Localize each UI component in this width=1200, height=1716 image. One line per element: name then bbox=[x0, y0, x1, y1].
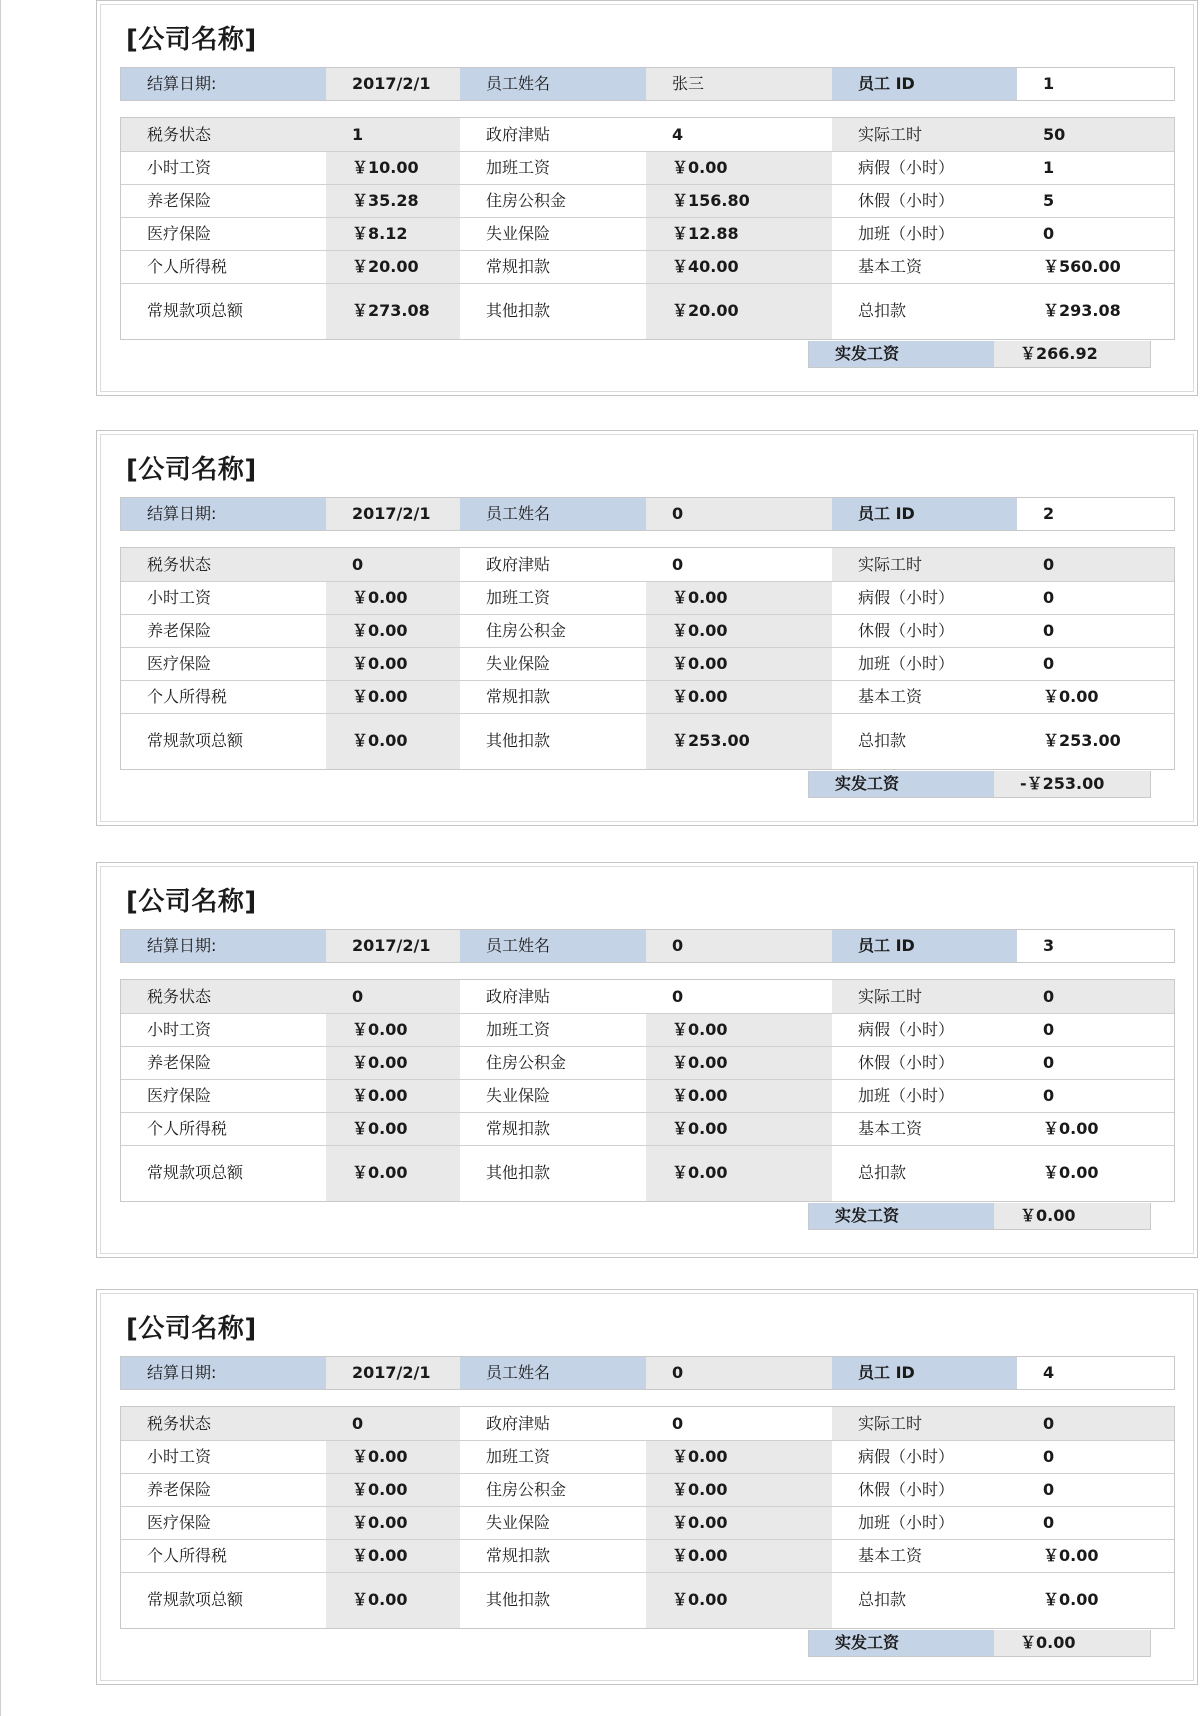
gov-allowance-label: 政府津贴 bbox=[460, 118, 646, 151]
vacation-label: 休假（小时） bbox=[832, 184, 1017, 217]
regular-deduction-label: 常规扣款 bbox=[460, 1112, 646, 1145]
other-deduction-label: 其他扣款 bbox=[460, 713, 646, 769]
employee-name-value: 0 bbox=[646, 930, 832, 962]
row-divider bbox=[121, 1079, 1174, 1080]
row-divider bbox=[121, 1572, 1174, 1573]
medical-value: ￥8.12 bbox=[326, 217, 460, 250]
regular-total-label: 常规款项总额 bbox=[121, 1572, 326, 1628]
vacation-label: 休假（小时） bbox=[832, 614, 1017, 647]
company-name: [公司名称] bbox=[126, 25, 257, 55]
sick-leave-label: 病假（小时） bbox=[832, 581, 1017, 614]
overtime-hours-value: 0 bbox=[1017, 217, 1174, 250]
row-divider bbox=[121, 1473, 1174, 1474]
housing-fund-label: 住房公积金 bbox=[460, 1473, 646, 1506]
actual-hours-value: 50 bbox=[1017, 118, 1174, 151]
housing-fund-label: 住房公积金 bbox=[460, 184, 646, 217]
tax-status-value: 1 bbox=[326, 118, 460, 151]
payslip-header-row bbox=[120, 67, 1175, 101]
overtime-wage-label: 加班工资 bbox=[460, 151, 646, 184]
net-pay-value: ￥0.00 bbox=[994, 1630, 1150, 1656]
row-divider bbox=[121, 217, 1174, 218]
row-divider bbox=[121, 1013, 1174, 1014]
row-divider bbox=[121, 1046, 1174, 1047]
overtime-hours-value: 0 bbox=[1017, 1506, 1174, 1539]
income-tax-label: 个人所得税 bbox=[121, 680, 326, 713]
other-deduction-value: ￥253.00 bbox=[646, 713, 832, 769]
net-pay-row bbox=[808, 771, 1151, 798]
overtime-hours-value: 0 bbox=[1017, 647, 1174, 680]
overtime-hours-value: 0 bbox=[1017, 1079, 1174, 1112]
net-pay-value: -￥253.00 bbox=[994, 771, 1150, 797]
settle-date-value: 2017/2/1 bbox=[326, 68, 460, 100]
base-salary-value: ￥560.00 bbox=[1017, 250, 1174, 283]
base-salary-label: 基本工资 bbox=[832, 1112, 1017, 1145]
pension-value: ￥0.00 bbox=[326, 614, 460, 647]
total-deduction-value: ￥293.08 bbox=[1017, 283, 1174, 339]
company-name: [公司名称] bbox=[126, 887, 257, 917]
other-deduction-label: 其他扣款 bbox=[460, 1145, 646, 1201]
hourly-wage-value: ￥0.00 bbox=[326, 1440, 460, 1473]
payslip-card bbox=[96, 862, 1198, 1258]
income-tax-label: 个人所得税 bbox=[121, 250, 326, 283]
pension-label: 养老保险 bbox=[121, 1046, 326, 1079]
hourly-wage-label: 小时工资 bbox=[121, 1013, 326, 1046]
regular-total-value: ￥0.00 bbox=[326, 713, 460, 769]
income-tax-value: ￥20.00 bbox=[326, 250, 460, 283]
unemployment-value: ￥0.00 bbox=[646, 1506, 832, 1539]
hourly-wage-value: ￥10.00 bbox=[326, 151, 460, 184]
overtime-wage-label: 加班工资 bbox=[460, 1440, 646, 1473]
net-pay-value: ￥0.00 bbox=[994, 1203, 1150, 1229]
base-salary-value: ￥0.00 bbox=[1017, 680, 1174, 713]
total-deduction-value: ￥253.00 bbox=[1017, 713, 1174, 769]
employee-name-value: 0 bbox=[646, 1357, 832, 1389]
employee-id-value: 1 bbox=[1017, 68, 1174, 100]
gov-allowance-label: 政府津贴 bbox=[460, 548, 646, 581]
pension-label: 养老保险 bbox=[121, 1473, 326, 1506]
actual-hours-label: 实际工时 bbox=[832, 980, 1017, 1013]
other-deduction-value: ￥20.00 bbox=[646, 283, 832, 339]
tax-status-label: 税务状态 bbox=[121, 980, 326, 1013]
regular-deduction-value: ￥40.00 bbox=[646, 250, 832, 283]
row-divider bbox=[121, 713, 1174, 714]
medical-value: ￥0.00 bbox=[326, 1506, 460, 1539]
gov-allowance-value: 0 bbox=[646, 548, 832, 581]
regular-deduction-label: 常规扣款 bbox=[460, 250, 646, 283]
hourly-wage-label: 小时工资 bbox=[121, 581, 326, 614]
total-deduction-label: 总扣款 bbox=[832, 1572, 1017, 1628]
base-salary-label: 基本工资 bbox=[832, 1539, 1017, 1572]
net-pay-row bbox=[808, 341, 1151, 368]
unemployment-label: 失业保险 bbox=[460, 647, 646, 680]
base-salary-label: 基本工资 bbox=[832, 680, 1017, 713]
regular-deduction-label: 常规扣款 bbox=[460, 680, 646, 713]
total-deduction-value: ￥0.00 bbox=[1017, 1145, 1174, 1201]
tax-status-label: 税务状态 bbox=[121, 548, 326, 581]
employee-id-label: 员工 ID bbox=[832, 498, 1017, 530]
regular-deduction-label: 常规扣款 bbox=[460, 1539, 646, 1572]
employee-id-value: 3 bbox=[1017, 930, 1174, 962]
vacation-label: 休假（小时） bbox=[832, 1473, 1017, 1506]
total-deduction-value: ￥0.00 bbox=[1017, 1572, 1174, 1628]
company-name: [公司名称] bbox=[126, 455, 257, 485]
employee-id-label: 员工 ID bbox=[832, 1357, 1017, 1389]
regular-total-value: ￥273.08 bbox=[326, 283, 460, 339]
settle-date-value: 2017/2/1 bbox=[326, 930, 460, 962]
housing-fund-value: ￥0.00 bbox=[646, 614, 832, 647]
row-divider bbox=[121, 1506, 1174, 1507]
medical-label: 医疗保险 bbox=[121, 1079, 326, 1112]
total-deduction-label: 总扣款 bbox=[832, 1145, 1017, 1201]
hourly-wage-value: ￥0.00 bbox=[326, 1013, 460, 1046]
employee-name-label: 员工姓名 bbox=[460, 1357, 646, 1389]
net-pay-row bbox=[808, 1203, 1151, 1230]
actual-hours-value: 0 bbox=[1017, 1407, 1174, 1440]
regular-deduction-value: ￥0.00 bbox=[646, 1112, 832, 1145]
sick-leave-value: 1 bbox=[1017, 151, 1174, 184]
unemployment-label: 失业保险 bbox=[460, 1506, 646, 1539]
tax-status-value: 0 bbox=[326, 548, 460, 581]
regular-total-label: 常规款项总额 bbox=[121, 1145, 326, 1201]
row-divider bbox=[121, 614, 1174, 615]
pension-label: 养老保险 bbox=[121, 614, 326, 647]
payslip-card bbox=[96, 430, 1198, 826]
income-tax-value: ￥0.00 bbox=[326, 1112, 460, 1145]
row-divider bbox=[121, 283, 1174, 284]
payslip-detail-table bbox=[120, 547, 1175, 770]
row-divider bbox=[121, 1539, 1174, 1540]
employee-id-value: 2 bbox=[1017, 498, 1174, 530]
overtime-wage-value: ￥0.00 bbox=[646, 151, 832, 184]
overtime-hours-label: 加班（小时） bbox=[832, 1079, 1017, 1112]
net-pay-row bbox=[808, 1630, 1151, 1657]
tax-status-label: 税务状态 bbox=[121, 118, 326, 151]
overtime-wage-value: ￥0.00 bbox=[646, 1440, 832, 1473]
employee-name-value: 0 bbox=[646, 498, 832, 530]
employee-id-label: 员工 ID bbox=[832, 930, 1017, 962]
tax-status-label: 税务状态 bbox=[121, 1407, 326, 1440]
net-pay-value: ￥266.92 bbox=[994, 341, 1150, 367]
income-tax-label: 个人所得税 bbox=[121, 1112, 326, 1145]
employee-name-label: 员工姓名 bbox=[460, 930, 646, 962]
employee-name-label: 员工姓名 bbox=[460, 68, 646, 100]
overtime-wage-value: ￥0.00 bbox=[646, 581, 832, 614]
vacation-value: 0 bbox=[1017, 1046, 1174, 1079]
hourly-wage-label: 小时工资 bbox=[121, 151, 326, 184]
overtime-wage-label: 加班工资 bbox=[460, 581, 646, 614]
sick-leave-value: 0 bbox=[1017, 581, 1174, 614]
payslip-card bbox=[96, 0, 1198, 396]
medical-value: ￥0.00 bbox=[326, 647, 460, 680]
hourly-wage-value: ￥0.00 bbox=[326, 581, 460, 614]
row-divider bbox=[121, 1112, 1174, 1113]
payslip-detail-table bbox=[120, 979, 1175, 1202]
pension-value: ￥0.00 bbox=[326, 1473, 460, 1506]
actual-hours-value: 0 bbox=[1017, 980, 1174, 1013]
vacation-label: 休假（小时） bbox=[832, 1046, 1017, 1079]
settle-date-value: 2017/2/1 bbox=[326, 498, 460, 530]
other-deduction-label: 其他扣款 bbox=[460, 1572, 646, 1628]
company-name: [公司名称] bbox=[126, 1314, 257, 1344]
total-deduction-label: 总扣款 bbox=[832, 283, 1017, 339]
pension-label: 养老保险 bbox=[121, 184, 326, 217]
regular-total-label: 常规款项总额 bbox=[121, 713, 326, 769]
net-pay-label: 实发工资 bbox=[809, 1630, 994, 1656]
unemployment-value: ￥0.00 bbox=[646, 647, 832, 680]
sick-leave-value: 0 bbox=[1017, 1013, 1174, 1046]
regular-total-value: ￥0.00 bbox=[326, 1145, 460, 1201]
settle-date-label: 结算日期: bbox=[121, 930, 326, 962]
gov-allowance-value: 0 bbox=[646, 1407, 832, 1440]
income-tax-label: 个人所得税 bbox=[121, 1539, 326, 1572]
sick-leave-label: 病假（小时） bbox=[832, 1440, 1017, 1473]
employee-id-label: 员工 ID bbox=[832, 68, 1017, 100]
row-divider bbox=[121, 647, 1174, 648]
payslip-detail-table bbox=[120, 1406, 1175, 1629]
regular-total-value: ￥0.00 bbox=[326, 1572, 460, 1628]
row-divider bbox=[121, 581, 1174, 582]
overtime-wage-value: ￥0.00 bbox=[646, 1013, 832, 1046]
overtime-hours-label: 加班（小时） bbox=[832, 217, 1017, 250]
medical-value: ￥0.00 bbox=[326, 1079, 460, 1112]
gov-allowance-value: 4 bbox=[646, 118, 832, 151]
total-deduction-label: 总扣款 bbox=[832, 713, 1017, 769]
actual-hours-label: 实际工时 bbox=[832, 548, 1017, 581]
regular-deduction-value: ￥0.00 bbox=[646, 1539, 832, 1572]
medical-label: 医疗保险 bbox=[121, 217, 326, 250]
overtime-wage-label: 加班工资 bbox=[460, 1013, 646, 1046]
medical-label: 医疗保险 bbox=[121, 1506, 326, 1539]
income-tax-value: ￥0.00 bbox=[326, 680, 460, 713]
actual-hours-value: 0 bbox=[1017, 548, 1174, 581]
payslip-detail-table bbox=[120, 117, 1175, 340]
sick-leave-label: 病假（小时） bbox=[832, 151, 1017, 184]
pension-value: ￥35.28 bbox=[326, 184, 460, 217]
base-salary-label: 基本工资 bbox=[832, 250, 1017, 283]
row-divider bbox=[121, 184, 1174, 185]
gov-allowance-label: 政府津贴 bbox=[460, 1407, 646, 1440]
payslip-header-row bbox=[120, 1356, 1175, 1390]
hourly-wage-label: 小时工资 bbox=[121, 1440, 326, 1473]
housing-fund-label: 住房公积金 bbox=[460, 1046, 646, 1079]
other-deduction-value: ￥0.00 bbox=[646, 1572, 832, 1628]
payslip-header-row bbox=[120, 929, 1175, 963]
unemployment-label: 失业保险 bbox=[460, 1079, 646, 1112]
unemployment-label: 失业保险 bbox=[460, 217, 646, 250]
tax-status-value: 0 bbox=[326, 980, 460, 1013]
row-divider bbox=[121, 1440, 1174, 1441]
employee-name-value: 张三 bbox=[646, 68, 832, 100]
pension-value: ￥0.00 bbox=[326, 1046, 460, 1079]
regular-deduction-value: ￥0.00 bbox=[646, 680, 832, 713]
base-salary-value: ￥0.00 bbox=[1017, 1112, 1174, 1145]
row-divider bbox=[121, 680, 1174, 681]
vacation-value: 0 bbox=[1017, 1473, 1174, 1506]
medical-label: 医疗保险 bbox=[121, 647, 326, 680]
sick-leave-label: 病假（小时） bbox=[832, 1013, 1017, 1046]
overtime-hours-label: 加班（小时） bbox=[832, 647, 1017, 680]
housing-fund-label: 住房公积金 bbox=[460, 614, 646, 647]
other-deduction-value: ￥0.00 bbox=[646, 1145, 832, 1201]
employee-id-value: 4 bbox=[1017, 1357, 1174, 1389]
row-divider bbox=[121, 151, 1174, 152]
net-pay-label: 实发工资 bbox=[809, 341, 994, 367]
regular-total-label: 常规款项总额 bbox=[121, 283, 326, 339]
employee-name-label: 员工姓名 bbox=[460, 498, 646, 530]
tax-status-value: 0 bbox=[326, 1407, 460, 1440]
payslip-header-row bbox=[120, 497, 1175, 531]
actual-hours-label: 实际工时 bbox=[832, 118, 1017, 151]
settle-date-label: 结算日期: bbox=[121, 1357, 326, 1389]
vacation-value: 5 bbox=[1017, 184, 1174, 217]
net-pay-label: 实发工资 bbox=[809, 771, 994, 797]
net-pay-label: 实发工资 bbox=[809, 1203, 994, 1229]
sick-leave-value: 0 bbox=[1017, 1440, 1174, 1473]
housing-fund-value: ￥0.00 bbox=[646, 1473, 832, 1506]
gov-allowance-label: 政府津贴 bbox=[460, 980, 646, 1013]
settle-date-value: 2017/2/1 bbox=[326, 1357, 460, 1389]
gov-allowance-value: 0 bbox=[646, 980, 832, 1013]
unemployment-value: ￥12.88 bbox=[646, 217, 832, 250]
income-tax-value: ￥0.00 bbox=[326, 1539, 460, 1572]
unemployment-value: ￥0.00 bbox=[646, 1079, 832, 1112]
row-divider bbox=[121, 250, 1174, 251]
settle-date-label: 结算日期: bbox=[121, 498, 326, 530]
vacation-value: 0 bbox=[1017, 614, 1174, 647]
row-divider bbox=[121, 1145, 1174, 1146]
housing-fund-value: ￥0.00 bbox=[646, 1046, 832, 1079]
other-deduction-label: 其他扣款 bbox=[460, 283, 646, 339]
settle-date-label: 结算日期: bbox=[121, 68, 326, 100]
housing-fund-value: ￥156.80 bbox=[646, 184, 832, 217]
actual-hours-label: 实际工时 bbox=[832, 1407, 1017, 1440]
base-salary-value: ￥0.00 bbox=[1017, 1539, 1174, 1572]
payslip-card bbox=[96, 1289, 1198, 1685]
overtime-hours-label: 加班（小时） bbox=[832, 1506, 1017, 1539]
page-left-border bbox=[0, 0, 1, 1716]
